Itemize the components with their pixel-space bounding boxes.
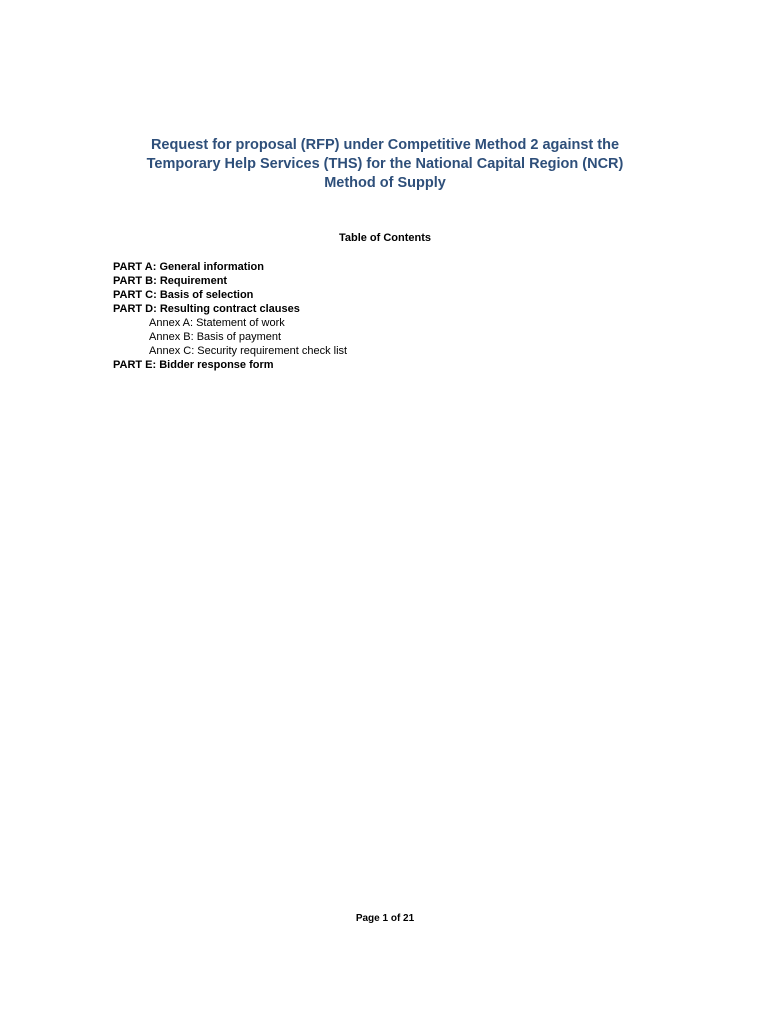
- toc-entry-part-e[interactable]: PART E: Bidder response form: [113, 359, 274, 371]
- table-of-contents: [113, 260, 347, 372]
- toc-entry-part-b[interactable]: PART B: Requirement: [113, 275, 228, 287]
- toc-entry-annex-c[interactable]: Annex C: Security requirement check list: [149, 345, 348, 357]
- document-title-line: Request for proposal (RFP) under Competitive Method 2 against the: [150, 137, 620, 153]
- toc-heading: Table of Contents: [338, 232, 432, 244]
- toc-entry-annex-b[interactable]: Annex B: Basis of payment: [149, 331, 282, 343]
- toc-entry-part-a[interactable]: PART A: General information: [113, 261, 264, 273]
- page-number: Page 1 of 21: [355, 913, 415, 924]
- toc-entry-part-d[interactable]: PART D: Resulting contract clauses: [113, 303, 300, 315]
- toc-entry-annex-a[interactable]: Annex A: Statement of work: [149, 317, 285, 329]
- document-title-line: Temporary Help Services (THS) for the National Capital Region (NCR): [146, 156, 624, 172]
- document-title: [85, 136, 685, 193]
- document-title-line: Method of Supply: [324, 175, 446, 191]
- toc-entry-part-c[interactable]: PART C: Basis of selection: [113, 289, 254, 301]
